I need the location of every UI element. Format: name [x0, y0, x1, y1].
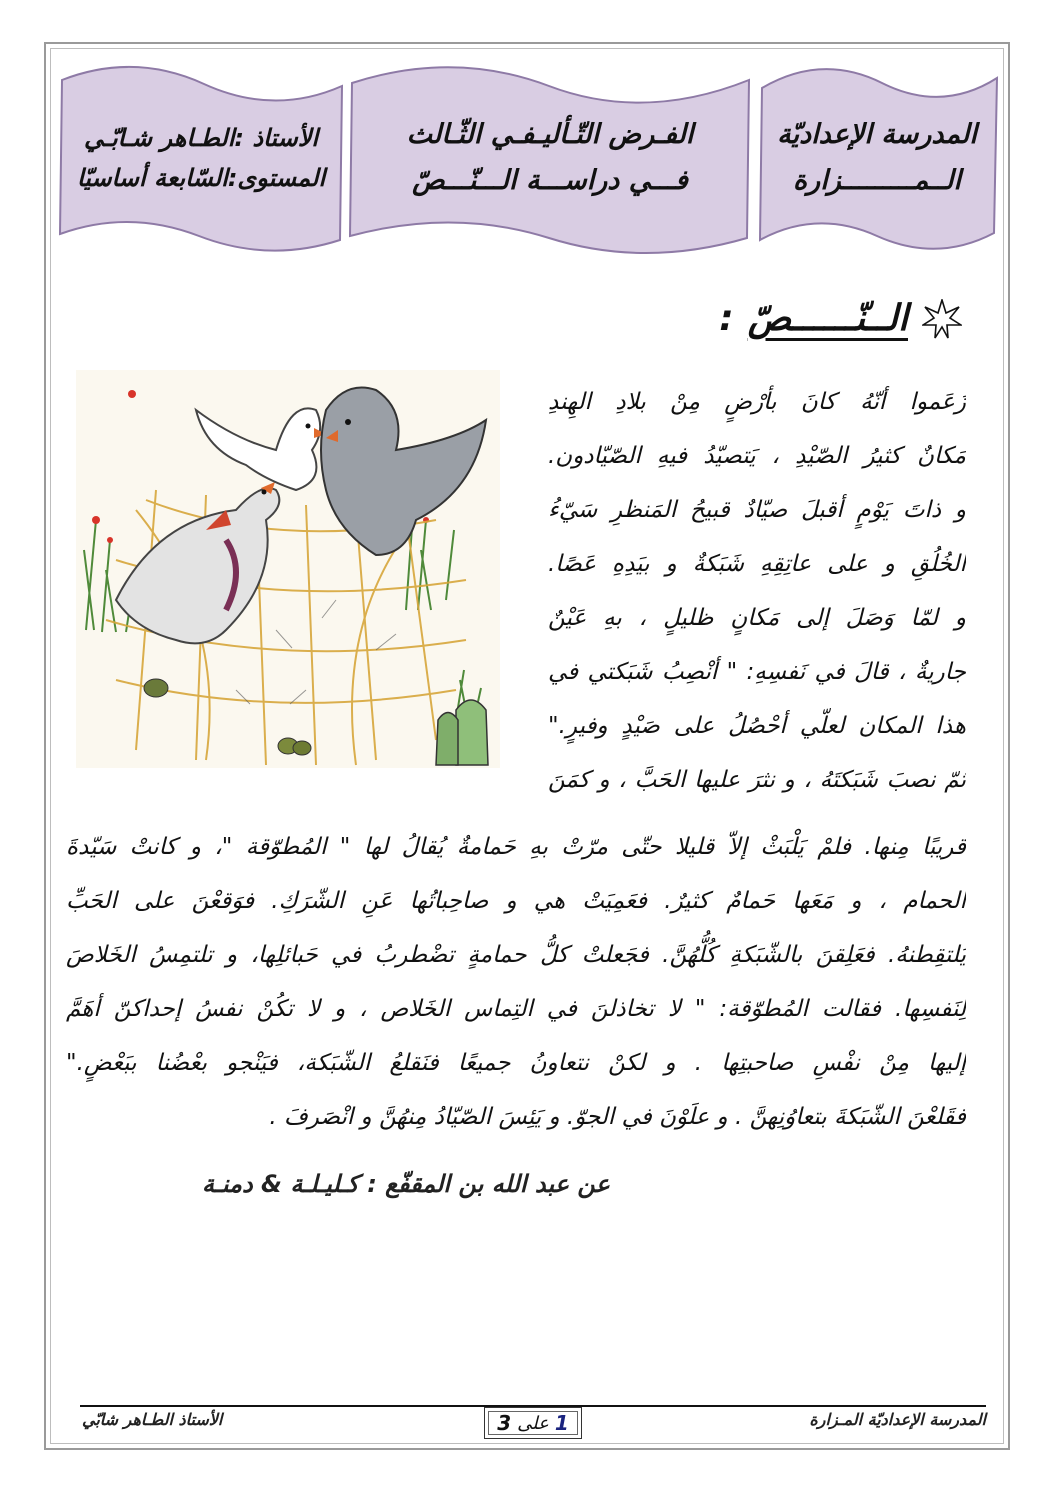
section-title-text: الــنّــــــصّ: [747, 298, 908, 339]
section-heading: [719, 298, 962, 339]
doves-in-net-picture: [76, 370, 500, 768]
exam-title-line1: الفـرض التّـأليـفـي الثّـالث: [406, 119, 694, 150]
grade-level: المستوى:السّابعة أساسيّا: [76, 164, 326, 192]
school-name-line2: الــمـــــــــزارة: [793, 165, 961, 196]
section-title-colon: :: [719, 298, 734, 339]
page-total: 3: [497, 1411, 512, 1435]
story-line: الحمام ، و مَعَها حَمامٌ كثيرٌ. فعَمِيَتْ هي و صاحِباتُها عَنِ الشّرَكِ. فوَقعْنَ على الحَبِّ: [66, 888, 966, 914]
teacher-banner: [54, 58, 348, 258]
school-banner: [752, 58, 1002, 258]
exam-title-line2: فـــي دراســـة الـــنّـــصّ: [412, 165, 688, 196]
story-line: إليها مِنْ نفْسِ صاحبتِها . و لكنْ نتعاونُ جميعًا فنَقلعُ الشّبَكة، فيَنْجو بعْضُنا ببَعْضٍ.": [66, 1050, 966, 1076]
story-line: قريبًا مِنها. فلمْ يَلْبَثْ إلاّ قليلا حتّى مرّتْ بهِ حَمامةٌ يُقالُ لها " المُطوّقة "، و كانتْ سَيّدةَ: [66, 834, 966, 860]
story-line: و ذاتَ يَوْمٍ أقبلَ صيّادٌ قبيحُ المَنظرِ سَيّءُ: [548, 497, 966, 523]
story-line: و لمّا وَصَلَ إلى مَكانٍ ظليلٍ ، بهِ عَيْنٌ: [548, 605, 966, 631]
story-line: لِنَفسِها. فقالت المُطوّقة: " لا تخاذلنَ في التِماس الخَلاص ، و لا تكُنْ نفسُ إحداكنّ أهَمَّ: [66, 996, 966, 1022]
story-line: جاريةٌ ، قالَ في نَفسِهِ: " أنْصِبُ شَبَكتي في: [548, 659, 966, 685]
story-text-column: [548, 375, 966, 807]
teacher-name: الأستاذ :الطـاهر شـابّـي: [83, 124, 319, 152]
doves-net-illustration: [76, 370, 500, 768]
title-banner: [344, 58, 756, 258]
story-line: هذا المكان لعلّي أحْصُلُ على صَيْدٍ وفيرٍ.": [548, 713, 966, 739]
footer-teacher: الأستاذ الطـاهر شابّي: [82, 1410, 223, 1429]
story-text-full: [66, 820, 966, 1144]
footer-school: المدرسة الإعداديّة المـزارة: [809, 1410, 986, 1429]
page-separator: على: [517, 1412, 549, 1434]
school-name-line1: المدرسة الإعداديّة: [777, 119, 977, 150]
page-number-box: [484, 1407, 582, 1439]
story-line: مَكانٌ كثيرُ الصّيْدِ ، يَتصيّدُ فيهِ الصّيّادون.: [548, 443, 966, 469]
star-burst-icon: [922, 299, 962, 339]
story-line: زَعَموا أنّهُ كانَ بأرْضٍ مِنْ بلادِ الهِندِ: [548, 389, 966, 415]
story-line: فقَلعْنَ الشّبَكةَ بتعاوُنِهنَّ . و علَوْنَ في الجوّ. و يَئِسَ الصّيّادُ مِنهُنَّ و انْصَرفَ .: [269, 1104, 966, 1130]
page-current: 1: [554, 1411, 569, 1435]
story-source: عن عبد الله بن المقفّع : كـليـلـة & دمنـة: [202, 1170, 610, 1198]
story-line: الخُلُقِ و على عاتِقِهِ شَبَكةٌ و بيَدِهِ عَصًا.: [548, 551, 966, 577]
story-line: ثمّ نصبَ شَبَكتَهُ ، و نثرَ عليها الحَبَّ ، و كمَنَ: [548, 767, 966, 793]
story-line: يَلتقِطنهُ. فعَلِقنَ بالشّبَكةِ كُلُّهُنَّ. فجَعلتْ كلُّ حمامةٍ تضْطربُ في حَبائلِها، و تلتمِسُ الخَلاصَ: [66, 942, 966, 968]
